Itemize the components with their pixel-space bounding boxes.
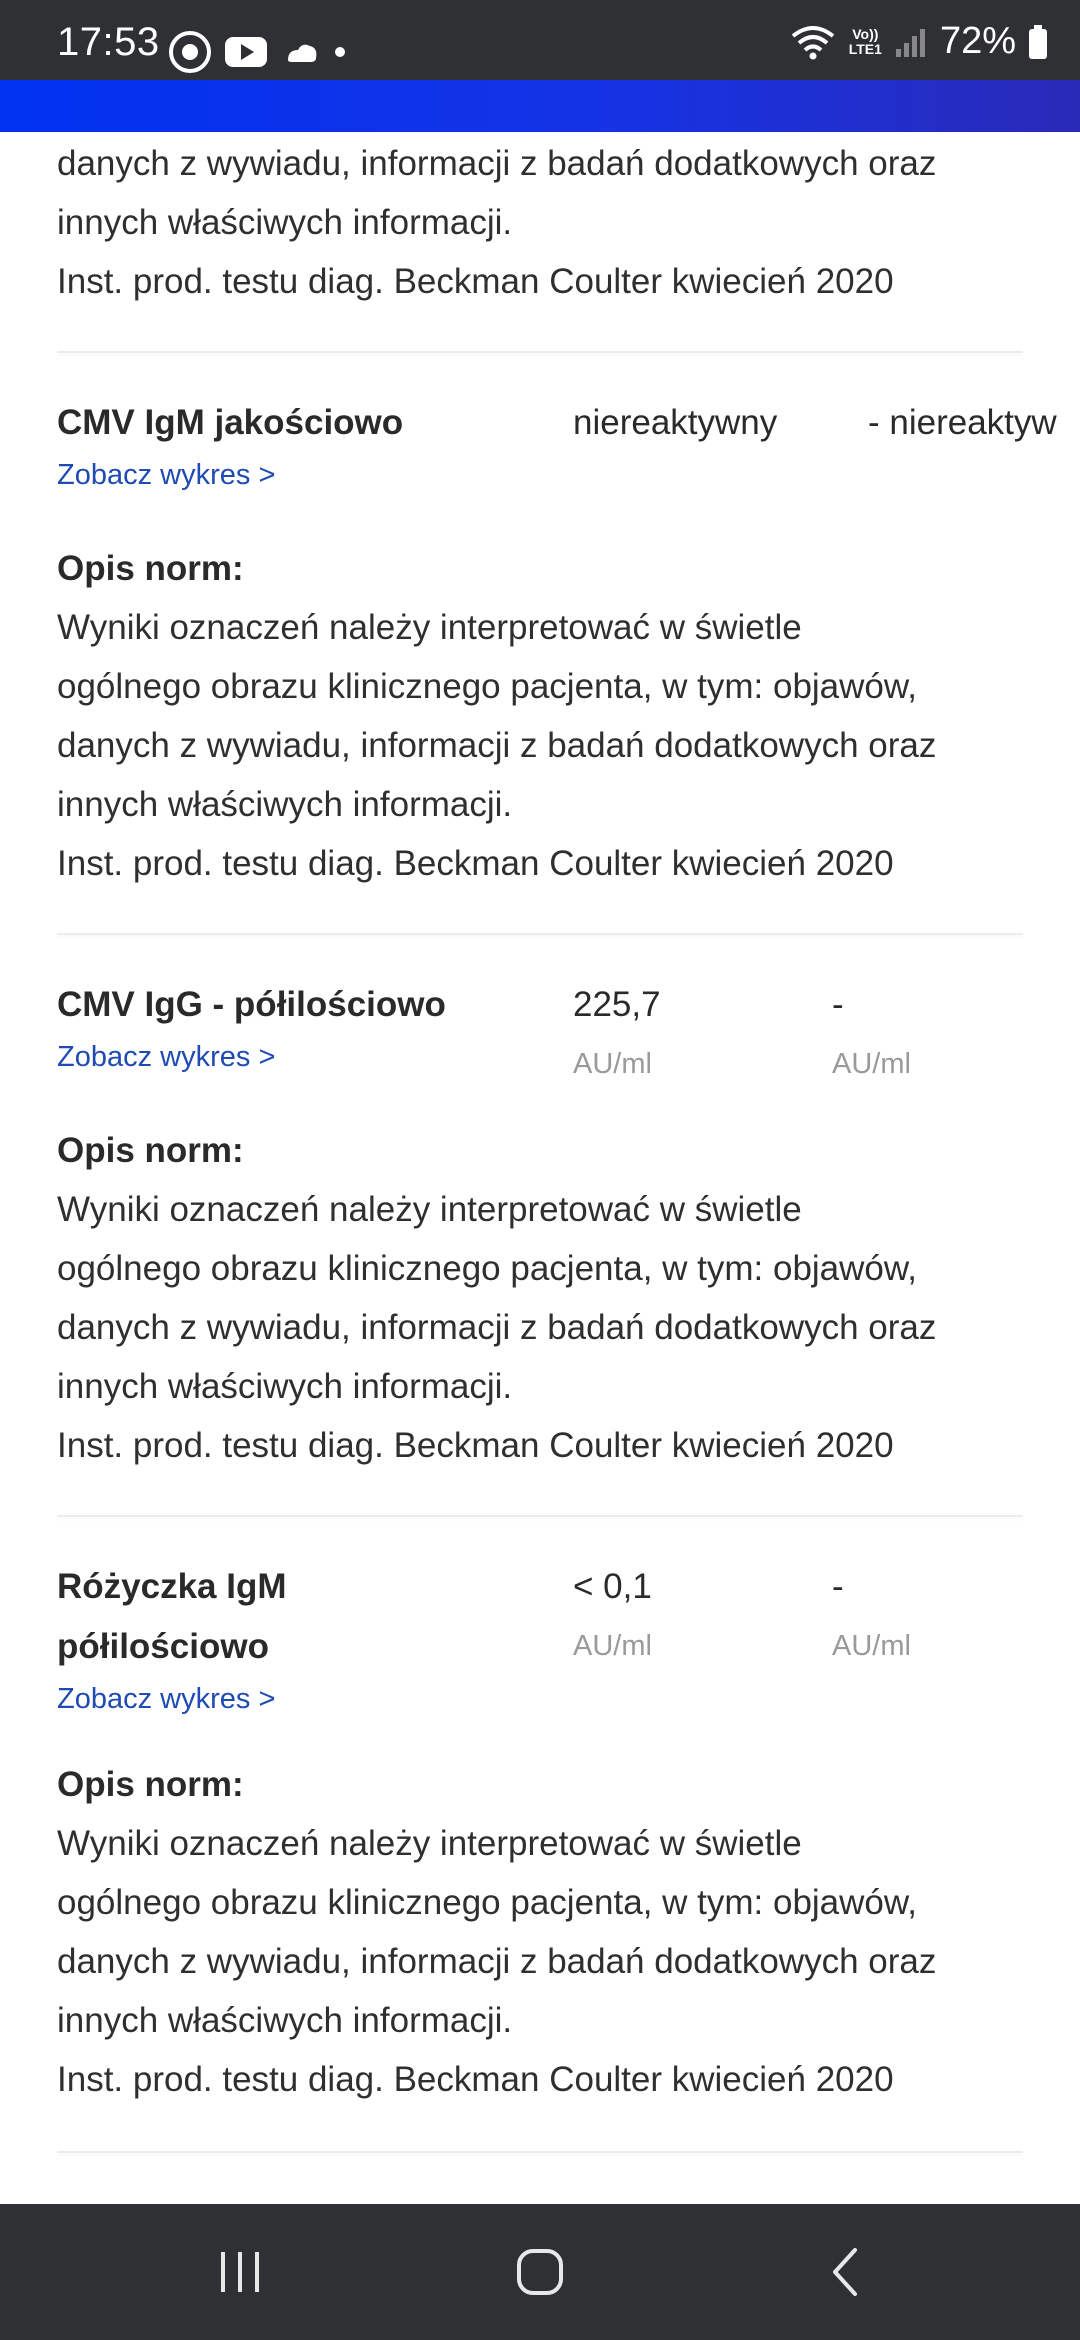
norm-line: Inst. prod. testu diag. Beckman Coulter kwiecień 2020 xyxy=(57,2060,894,2099)
view-chart-link[interactable]: Zobacz wykres > xyxy=(57,1041,276,1073)
test-name: CMV IgG - półilościowo xyxy=(57,985,446,1024)
result-second-row xyxy=(0,1617,1080,1677)
dot-icon xyxy=(332,44,348,60)
battery-icon xyxy=(1028,24,1048,60)
recents-icon xyxy=(215,2248,265,2296)
norm-line: danych z wywiadu, informacji z badań dodatkowych oraz xyxy=(57,1308,937,1347)
norm-heading: Opis norm: xyxy=(57,549,244,588)
status-bar xyxy=(0,0,1080,80)
reference-unit: AU/ml xyxy=(832,1630,911,1662)
value-unit: AU/ml xyxy=(573,1048,652,1080)
result-header-row xyxy=(0,393,1080,453)
result-header-row xyxy=(0,975,1080,1035)
test-name-line2: półilościowo xyxy=(57,1627,269,1666)
desc-line: danych z wywiadu, informacji z badań dodatkowych oraz xyxy=(57,144,937,183)
norm-line: danych z wywiadu, informacji z badań dodatkowych oraz xyxy=(57,726,937,765)
view-chart-link[interactable]: Zobacz wykres > xyxy=(57,459,276,491)
value-unit: AU/ml xyxy=(573,1630,652,1662)
network-label: LTE1 xyxy=(848,40,882,57)
norm-line: Wyniki oznaczeń należy interpretować w świetle xyxy=(57,1190,802,1229)
norm-line: ogólnego obrazu klinicznego pacjenta, w tym: objawów, xyxy=(57,1249,917,1288)
reference-range: - xyxy=(832,1567,844,1606)
result-header-row xyxy=(0,1557,1080,1617)
weather-icon xyxy=(280,32,320,72)
norm-line: danych z wywiadu, informacji z badań dodatkowych oraz xyxy=(57,1942,937,1981)
card-divider xyxy=(57,2151,1023,2153)
result-value: niereaktywny xyxy=(573,403,778,442)
reference-range: - niereaktyw xyxy=(868,403,1057,442)
home-icon xyxy=(514,2246,566,2298)
wifi-icon xyxy=(789,22,837,62)
recents-button[interactable] xyxy=(200,2242,280,2302)
status-system-icons xyxy=(789,20,1048,63)
previous-norm-description xyxy=(0,132,1080,311)
battery-percent: 72% xyxy=(939,20,1016,62)
result-value: 225,7 xyxy=(573,985,661,1024)
app-notification-icon xyxy=(168,30,212,74)
home-button[interactable] xyxy=(500,2242,580,2302)
result-item xyxy=(0,1517,1080,2109)
signal-icon xyxy=(894,25,928,59)
norm-heading: Opis norm: xyxy=(57,1131,244,1170)
system-navigation-bar xyxy=(0,2204,1080,2340)
norm-line: innych właściwych informacji. xyxy=(57,1367,513,1406)
status-time: 17:53 xyxy=(57,20,160,64)
norm-line: ogólnego obrazu klinicznego pacjenta, w tym: objawów, xyxy=(57,1883,917,1922)
back-button[interactable] xyxy=(805,2242,885,2302)
norm-line: Wyniki oznaczeń należy interpretować w świetle xyxy=(57,1824,802,1863)
volte-label: Vo)) xyxy=(852,25,879,42)
reference-range: - xyxy=(832,985,844,1024)
result-value: < 0,1 xyxy=(573,1567,652,1606)
result-item xyxy=(0,353,1080,893)
test-name: CMV IgM jakościowo xyxy=(57,403,404,442)
desc-line: innych właściwych informacji. xyxy=(57,203,513,242)
app-header-band xyxy=(0,80,1080,132)
results-list[interactable] xyxy=(0,132,1080,2202)
norm-line: Wyniki oznaczeń należy interpretować w świetle xyxy=(57,608,802,647)
norm-heading: Opis norm: xyxy=(57,1765,244,1804)
reference-unit: AU/ml xyxy=(832,1048,911,1080)
lte-indicator xyxy=(849,27,882,57)
norm-line: ogólnego obrazu klinicznego pacjenta, w tym: objawów, xyxy=(57,667,917,706)
result-item xyxy=(0,935,1080,1475)
norm-line: innych właściwych informacji. xyxy=(57,2001,513,2040)
status-notification-icons xyxy=(168,30,348,74)
test-name-line1: Różyczka IgM xyxy=(57,1567,287,1606)
norm-line: Inst. prod. testu diag. Beckman Coulter kwiecień 2020 xyxy=(57,1426,894,1465)
back-icon xyxy=(825,2246,865,2298)
desc-line: Inst. prod. testu diag. Beckman Coulter kwiecień 2020 xyxy=(57,262,894,301)
norm-line: innych właściwych informacji. xyxy=(57,785,513,824)
youtube-icon xyxy=(224,35,268,69)
norm-line: Inst. prod. testu diag. Beckman Coulter kwiecień 2020 xyxy=(57,844,894,883)
view-chart-link[interactable]: Zobacz wykres > xyxy=(57,1683,276,1715)
